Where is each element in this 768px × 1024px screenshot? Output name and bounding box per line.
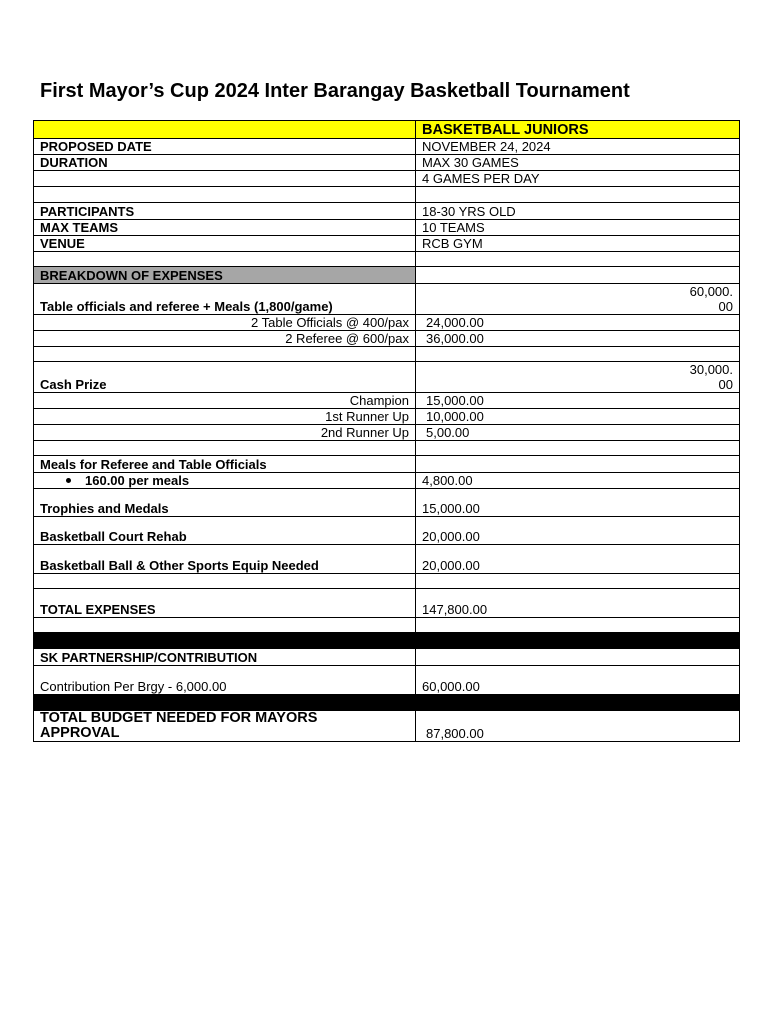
table-row xyxy=(34,649,740,666)
table-row xyxy=(34,267,740,284)
table-row xyxy=(34,574,740,589)
table-row xyxy=(34,203,740,220)
table-cell xyxy=(34,252,416,267)
court-rehab-label: Basketball Court Rehab xyxy=(34,517,416,545)
table-cell xyxy=(416,574,740,589)
table-officials-label: 2 Table Officials @ 400/pax xyxy=(34,315,416,331)
table-cell xyxy=(416,618,740,633)
table-row xyxy=(34,315,740,331)
participants-value: 18-30 YRS OLD xyxy=(416,203,740,220)
meals-rate: 160.00 per meals xyxy=(85,473,190,488)
meals-label: Meals for Referee and Table Officials xyxy=(34,456,416,473)
table-row xyxy=(34,187,740,203)
officials-label: Table officials and referee + Meals (1,800/game) xyxy=(34,284,416,315)
officials-total-line1: 60,000. xyxy=(689,284,733,299)
contribution-value: 60,000.00 xyxy=(416,666,740,695)
table-cell xyxy=(416,649,740,666)
divider-cell xyxy=(416,633,740,649)
cash-prize-total-line2: 00 xyxy=(718,377,733,392)
table-row xyxy=(34,456,740,473)
table-row xyxy=(34,618,740,633)
table-cell xyxy=(34,574,416,589)
table-cell xyxy=(416,187,740,203)
champion-label: Champion xyxy=(34,393,416,409)
total-budget-value: 87,800.00 xyxy=(416,711,740,742)
total-budget-label xyxy=(34,711,416,742)
contribution-label: Contribution Per Brgy - 6,000.00 xyxy=(34,666,416,695)
document-title: First Mayor’s Cup 2024 Inter Barangay Basketball Tournament xyxy=(40,80,630,102)
table-row xyxy=(34,171,740,187)
total-expenses-label: TOTAL EXPENSES xyxy=(34,589,416,618)
champion-value: 15,000.00 xyxy=(416,393,740,409)
participants-label: PARTICIPANTS xyxy=(34,203,416,220)
table-row xyxy=(34,589,740,618)
officials-total xyxy=(416,284,740,315)
table-cell xyxy=(34,171,416,187)
table-row xyxy=(34,236,740,252)
first-runner-value: 10,000.00 xyxy=(416,409,740,425)
bullet-icon xyxy=(66,478,71,483)
proposed-date-value: NOVEMBER 24, 2024 xyxy=(416,139,740,155)
table-cell xyxy=(416,347,740,362)
equipment-value: 20,000.00 xyxy=(416,545,740,574)
table-row xyxy=(34,284,740,315)
divider-row xyxy=(34,695,740,711)
table-cell xyxy=(34,618,416,633)
table-row xyxy=(34,545,740,574)
cash-prize-label: Cash Prize xyxy=(34,362,416,393)
venue-value: RCB GYM xyxy=(416,236,740,252)
table-row xyxy=(34,473,740,489)
category-header: BASKETBALL JUNIORS xyxy=(416,121,740,139)
referee-value: 36,000.00 xyxy=(416,331,740,347)
table-officials-value: 24,000.00 xyxy=(416,315,740,331)
divider-cell xyxy=(34,695,416,711)
meals-rate-item xyxy=(34,473,416,489)
total-budget-label-line2: APPROVAL xyxy=(40,725,120,741)
table-cell xyxy=(416,267,740,284)
table-row xyxy=(34,393,740,409)
budget-table xyxy=(33,120,740,742)
max-teams-value: 10 TEAMS xyxy=(416,220,740,236)
second-runner-label: 2nd Runner Up xyxy=(34,425,416,441)
table-row xyxy=(34,517,740,545)
proposed-date-label: PROPOSED DATE xyxy=(34,139,416,155)
cash-prize-total-line1: 30,000. xyxy=(689,362,733,377)
table-row xyxy=(34,252,740,267)
table-row xyxy=(34,362,740,393)
meals-value: 4,800.00 xyxy=(416,473,740,489)
divider-row xyxy=(34,633,740,649)
table-row xyxy=(34,347,740,362)
venue-label: VENUE xyxy=(34,236,416,252)
sk-partnership-heading: SK PARTNERSHIP/CONTRIBUTION xyxy=(34,649,416,666)
table-row xyxy=(34,711,740,742)
total-budget-label-line1: TOTAL BUDGET NEEDED FOR MAYORS xyxy=(40,710,318,726)
table-cell xyxy=(416,456,740,473)
table-row xyxy=(34,155,740,171)
court-rehab-value: 20,000.00 xyxy=(416,517,740,545)
table-cell xyxy=(34,441,416,456)
table-cell xyxy=(34,347,416,362)
table-row xyxy=(34,121,740,139)
first-runner-label: 1st Runner Up xyxy=(34,409,416,425)
second-runner-value: 5,00.00 xyxy=(416,425,740,441)
table-row xyxy=(34,425,740,441)
total-expenses-value: 147,800.00 xyxy=(416,589,740,618)
table-cell xyxy=(416,441,740,456)
games-per-day-value: 4 GAMES PER DAY xyxy=(416,171,740,187)
divider-cell xyxy=(34,633,416,649)
max-teams-label: MAX TEAMS xyxy=(34,220,416,236)
trophies-value: 15,000.00 xyxy=(416,489,740,517)
duration-label: DURATION xyxy=(34,155,416,171)
referee-label: 2 Referee @ 600/pax xyxy=(34,331,416,347)
table-row xyxy=(34,666,740,695)
table-row xyxy=(34,331,740,347)
expenses-heading: BREAKDOWN OF EXPENSES xyxy=(34,267,416,284)
officials-total-line2: 00 xyxy=(718,299,733,314)
duration-value: MAX 30 GAMES xyxy=(416,155,740,171)
table-row xyxy=(34,441,740,456)
table-row xyxy=(34,409,740,425)
trophies-label: Trophies and Medals xyxy=(34,489,416,517)
table-row xyxy=(34,489,740,517)
table-cell xyxy=(416,252,740,267)
table-row xyxy=(34,139,740,155)
table-cell xyxy=(34,121,416,139)
equipment-label: Basketball Ball & Other Sports Equip Needed xyxy=(34,545,416,574)
table-row xyxy=(34,220,740,236)
table-cell xyxy=(34,187,416,203)
divider-cell xyxy=(416,695,740,711)
cash-prize-total xyxy=(416,362,740,393)
